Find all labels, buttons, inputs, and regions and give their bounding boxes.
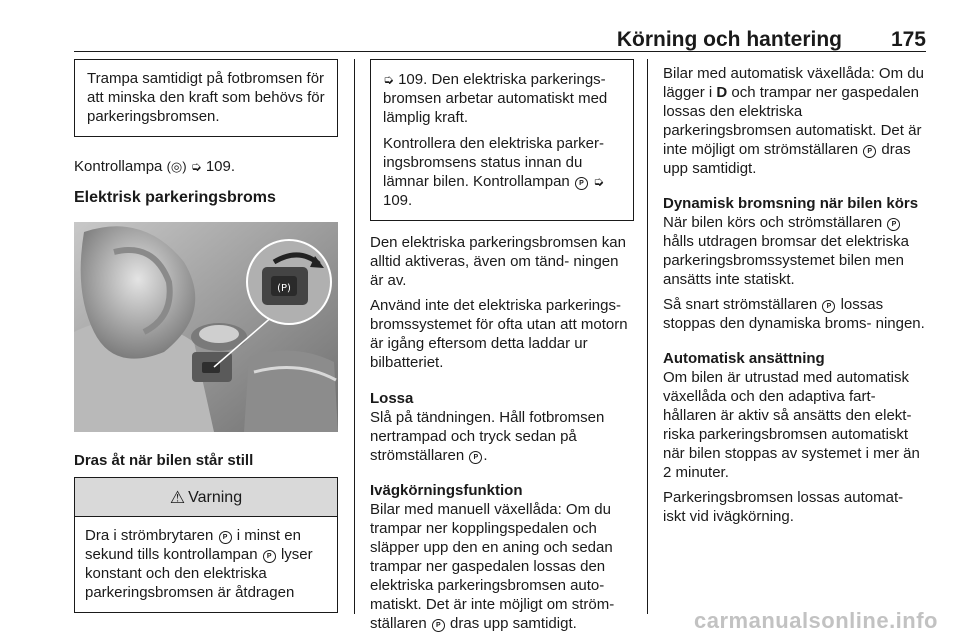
dynamic-p1a: När bilen körs och strömställaren — [663, 214, 883, 231]
header-title: Körning och hantering — [616, 28, 842, 51]
section-title: Elektrisk parkeringsbroms — [74, 189, 276, 206]
note-p2-ref: 109. — [383, 192, 413, 209]
note-p2 — [383, 134, 621, 210]
warning-line-1: Dra i strömbrytaren — [85, 527, 214, 544]
note-box — [370, 59, 634, 221]
dynamic-title: Dynamisk bromsning när bilen körs — [663, 195, 919, 212]
parking-brake-icon: P — [822, 300, 835, 313]
warning-title: Varning — [188, 488, 243, 506]
auto-para-a: Bilar med automatisk växellåda: Om du lägger i — [663, 65, 924, 101]
parking-brake-photo — [74, 222, 338, 432]
warning-header — [75, 478, 337, 517]
parking-brake-icon: P — [887, 218, 900, 231]
parking-brake-icon: P — [575, 177, 588, 190]
column-1 — [74, 59, 338, 613]
warning-icon: ⚠ — [169, 487, 186, 507]
note-p1-text: 109. Den elektriska parkerings- bromsen arbetar automatiskt med lämplig kraft. — [383, 71, 608, 126]
gear-d: D — [716, 84, 728, 101]
header-rule — [74, 51, 926, 52]
column-2 — [370, 59, 634, 633]
lossa-text-b: . — [483, 447, 488, 464]
dynamic-p2a: Så snart strömställaren — [663, 296, 818, 313]
warning-line-3: lyser konstant och den elektriska parkeringsbromsen är åtdragen — [85, 546, 313, 601]
tip-text: Trampa samtidigt på fotbromsen för att minska den kraft som behövs för parkeringsbromsen. — [87, 70, 325, 125]
auto-para-c: dras upp samtidigt. — [663, 141, 911, 177]
automatic-p2: Parkeringsbromsen lossas automat- iskt vid ivägkörning. — [663, 489, 904, 525]
page-number: 175 — [890, 28, 926, 51]
drive-away-title: Ivägkörningsfunktion — [370, 482, 523, 499]
warning-line-2: i minst en sekund tills kontrollampan — [85, 527, 301, 563]
para-battery: Använd inte det elektriska parkerings- bromssystemet för ofta utan att motorn är igång eftersom detta laddar ur bilbatteriet. — [370, 297, 628, 371]
dynamic-p2b: lossas stoppas den dynamiska broms- ningen. — [663, 296, 925, 332]
warning-box — [74, 477, 338, 613]
lamp-line — [74, 157, 338, 176]
auto-para-b: och trampar ner gaspedalen lossas den elektriska parkeringsbromsen automatiskt. Det är inte möjligt om strömställaren — [663, 84, 922, 158]
parking-brake-icon: P — [469, 451, 482, 464]
column-divider-1 — [354, 59, 355, 614]
column-3 — [663, 64, 928, 526]
tip-box — [74, 59, 338, 137]
subheading: Dras åt när bilen står still — [74, 452, 254, 469]
lossa-text — [370, 408, 634, 465]
parking-brake-icon: P — [432, 619, 445, 632]
dynamic-p2 — [663, 295, 928, 333]
lossa-text-a: Slå på tändningen. Håll fotbromsen nertrampad och tryck sedan på strömställaren — [370, 409, 605, 464]
svg-text:(P): (P) — [277, 283, 291, 294]
lamp-ref: 109. — [205, 158, 236, 175]
drive-away-text — [370, 500, 634, 633]
column-divider-2 — [647, 59, 648, 614]
para-activate: Den elektriska parkeringsbromsen kan alltid aktiveras, även om tänd- ningen är av. — [370, 234, 626, 289]
reference-arrow-icon: ➭ — [383, 72, 394, 87]
note-p2-text: Kontrollera den elektriska parker- ingsbromsens status innan du lämnar bilen. Kontrollampan — [383, 135, 604, 190]
lamp-prefix: Kontrollampa — [74, 158, 163, 175]
watermark: carmanualsonline.info — [694, 608, 938, 633]
dynamic-p1b: hålls utdragen bromsar det elektriska parkeringsbromssystemet bilen men ansätts inte statiskt. — [663, 233, 909, 288]
drive-away-text-a: Bilar med manuell växellåda: Om du trampar ner kopplingspedalen och släpper upp den en aning och sedan trampar ner gaspedalen lossas den elektriska parkeringsbromsen auto- matiskt. Det är inte möjligt om ström- ställaren — [370, 501, 615, 632]
parking-brake-icon: P — [863, 145, 876, 158]
note-p1 — [383, 70, 621, 127]
reference-arrow-icon: ➭ — [190, 159, 202, 174]
warning-body — [75, 517, 337, 612]
drive-away-text-b: dras upp samtidigt. — [450, 615, 577, 632]
parking-brake-icon: P — [219, 531, 232, 544]
reference-arrow-icon: ➭ — [593, 174, 605, 189]
warning-text — [85, 526, 327, 602]
dynamic-p1 — [663, 213, 928, 289]
automatic-p1: Om bilen är utrustad med automatisk växellåda och den adaptiva fart- hållaren är aktiv så ansätts den elekt- riska parkeringsbromsen automatiskt när bilen stoppas av systemet i mer än 2 minuter. — [663, 369, 920, 481]
automatic-title: Automatisk ansättning — [663, 350, 825, 367]
auto-gearbox-para — [663, 64, 928, 178]
parking-brake-icon: P — [263, 550, 276, 563]
lossa-title: Lossa — [370, 390, 414, 407]
brake-warning-icon: (◎) — [166, 159, 187, 174]
